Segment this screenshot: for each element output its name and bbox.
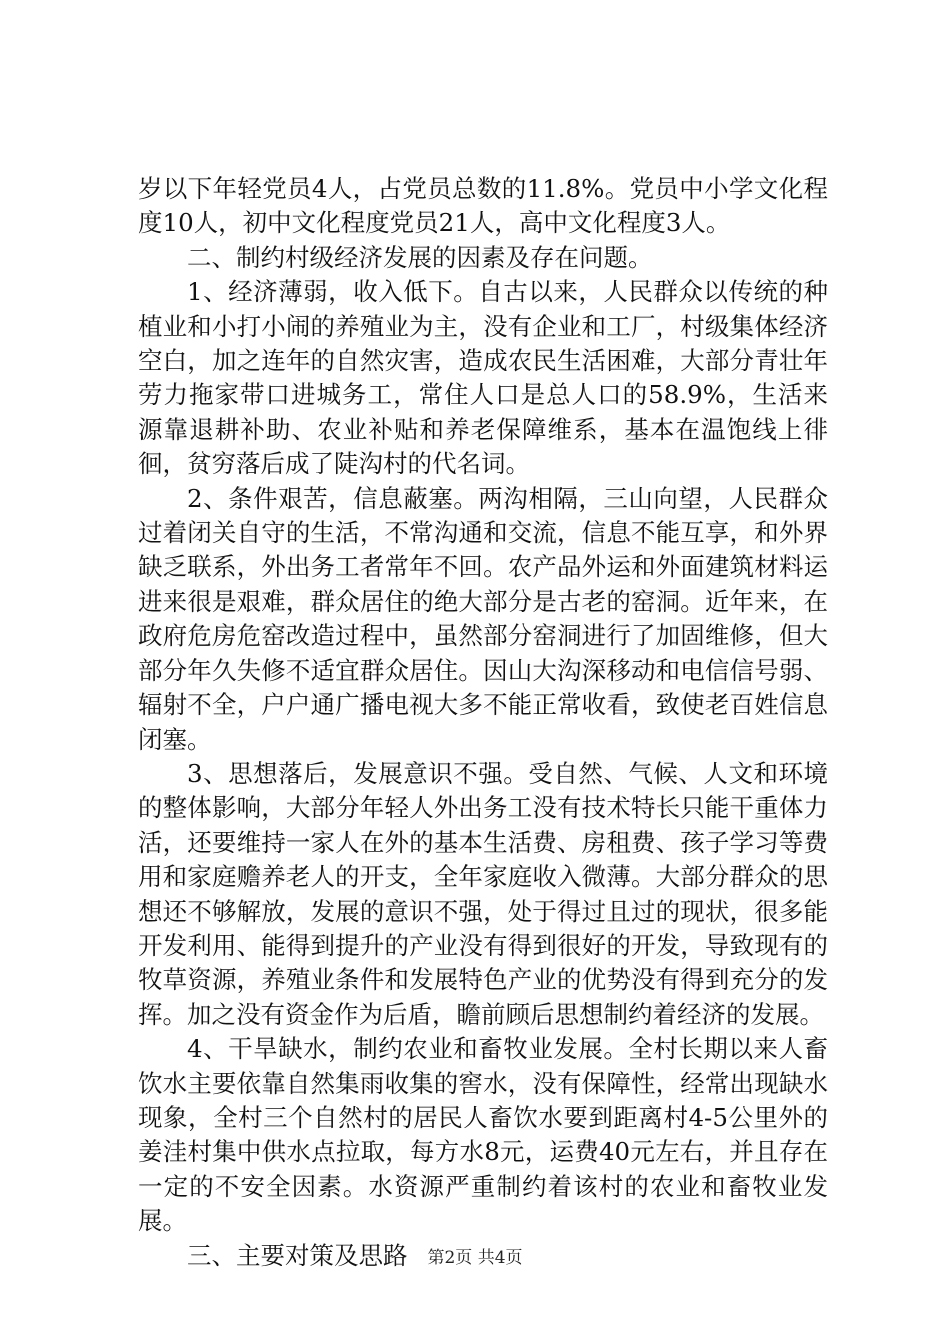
paragraph-item-2: 2、条件艰苦，信息蔽塞。两沟相隔，三山向望，人民群众过着闭关自守的生活，不常沟通和交流，信息不能互享，和外界缺乏联系，外出务工者常年不回。农产品外运和外面建筑材料运进来很是艰难，群众居住的绝大部分是古老的窑洞。近年来，在政府危房危窑改造过程中，虽然部分窑洞进行了加固维修，但大部分年久失修不适宜群众居住。因山大沟深移动和电信信号弱、辐射不全，户户通广播电视大多不能正常收看，致使老百姓信息闭塞。 [138, 483, 828, 754]
section-heading-3: 三、主要对策及思路 [187, 1240, 408, 1270]
paragraph-item-1: 1、经济薄弱，收入低下。自古以来，人民群众以传统的种植业和小打小闹的养殖业为主，没有企业和工厂，村级集体经济空白，加之连年的自然灾害，造成农民生活困难，大部分青壮年劳力拖家带口进城务工，常住人口是总人口的58.9%，生活来源靠退耕补助、农业补贴和养老保障维系，基本在温饱线上徘徊，贫穷落后成了陡沟村的代名词。 [138, 277, 828, 479]
paragraph-item-4: 4、干旱缺水，制约农业和畜牧业发展。全村长期以来人畜饮水主要依靠自然集雨收集的窖水，没有保障性，经常出现缺水现象，全村三个自然村的居民人畜饮水要到距离村4-5公里外的姜洼村集中供水点拉取，每方水8元，运费40元左右，并且存在一定的不安全因素。水资源严重制约着该村的农业和畜牧业发展。 [138, 1034, 828, 1236]
paragraph-item-3: 3、思想落后，发展意识不强。受自然、气候、人文和环境的整体影响，大部分年轻人外出务工没有技术特长只能干重体力活，还要维持一家人在外的基本生活费、房租费、孩子学习等费用和家庭赡养老人的开支，全年家庭收入微薄。大部分群众的思想还不够解放，发展的意识不强，处于得过且过的现状，很多能开发利用、能得到提升的产业没有得到很好的开发，导致现有的牧草资源，养殖业条件和发展特色产业的优势没有得到充分的发挥。加之没有资金作为后盾，瞻前顾后思想制约着经济的发展。 [138, 758, 828, 1029]
page-number-footer: 第2页 共4页 [427, 1248, 523, 1268]
paragraph-continuation: 岁以下年轻党员4人，占党员总数的11.8%。党员中小学文化程度10人，初中文化程度党员21人，高中文化程度3人。 [138, 174, 828, 238]
section-heading-2: 二、制约村级经济发展的因素及存在问题。 [187, 242, 653, 272]
document-body [138, 172, 828, 1273]
